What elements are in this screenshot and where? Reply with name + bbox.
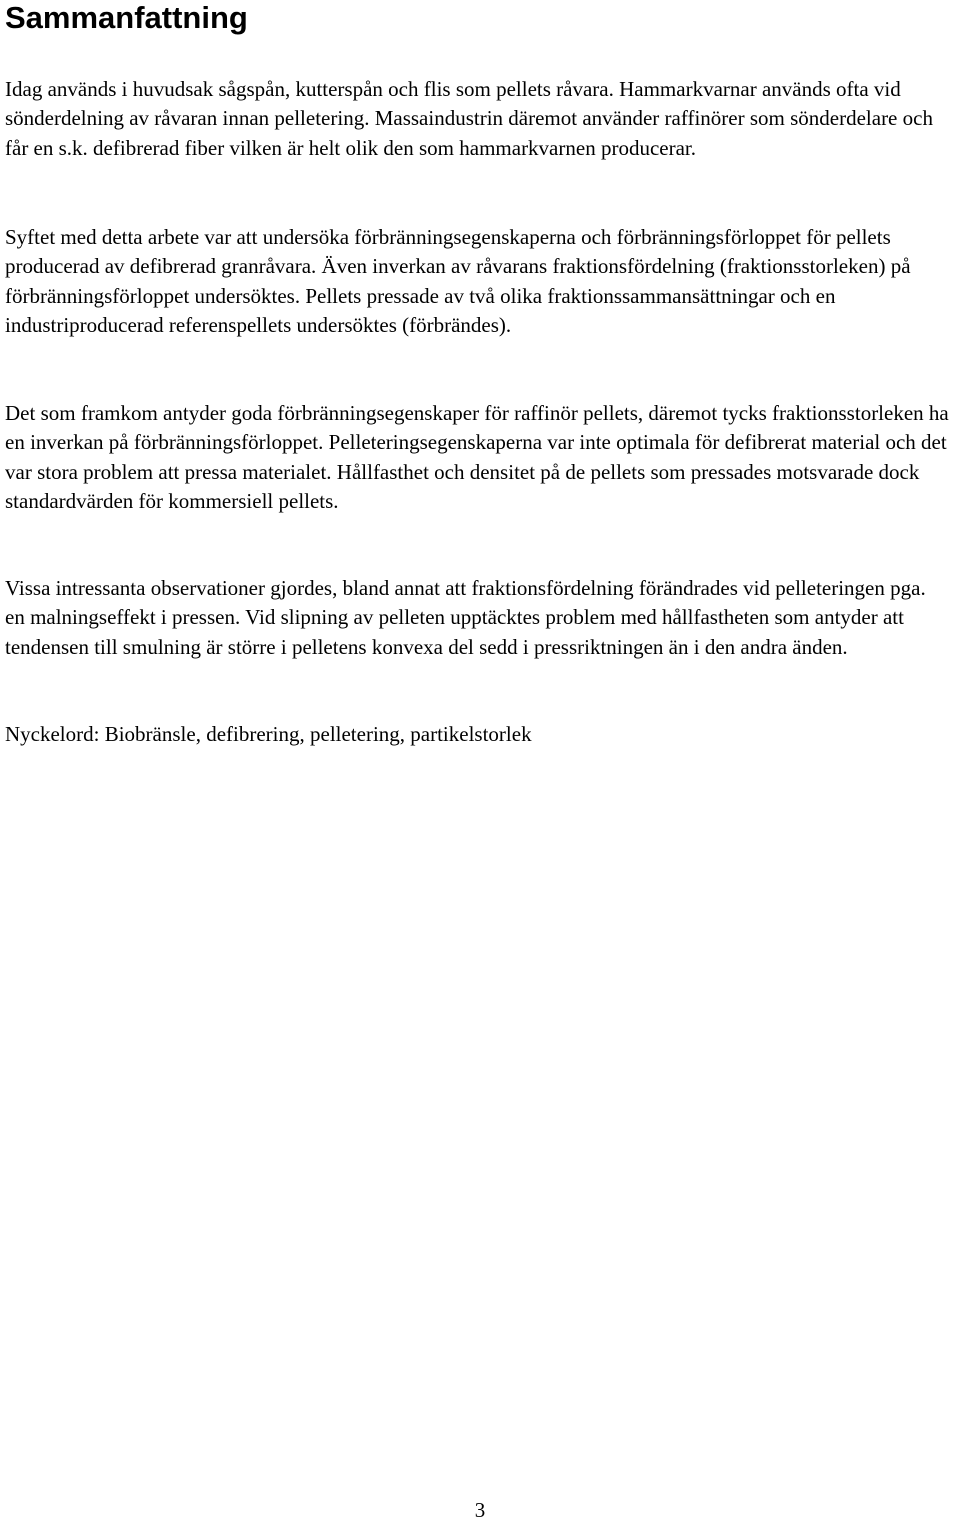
page-title: Sammanfattning [5,0,248,35]
document-page [5,0,950,746]
summary-paragraph-raw-materials: Idag används i huvudsak sågspån, kutterspån och flis som pellets råvara. Hammarkvarnar används ofta vid sönderdelning av råvaran innan pelletering. Massaindustrin däremot använder raffinörer som sönderdelare och får en s.k. defibrerad fiber vilken är helt olik den som hammarkvarnen producerar. [5,77,933,160]
page-number: 3 [474,1498,486,1522]
summary-paragraph-observations: Vissa intressanta observationer gjordes, bland annat att fraktionsfördelning förändrades vid pelleteringen pga. en malningseffekt i pressen. Vid slipning av pelleten upptäcktes problem med hållfastheten som antyder att tendensen till smulning är större i pelletens konvexa del sedd i pressriktningen än i den andra änden. [5,576,926,659]
summary-paragraph-purpose: Syftet med detta arbete var att undersöka förbränningsegenskaperna och förbränningsförloppet för pellets producerad av defibrerad granråvara. Även inverkan av råvarans fraktionsfördelning (fraktionsstorleken) på förbränningsförloppet undersöktes. Pellets pressade av två olika fraktionssammansättningar och en industriproducerad referenspellets undersöktes (förbrändes). [5,225,911,338]
summary-paragraph-results: Det som framkom antyder goda förbränningsegenskaper för raffinör pellets, däremot tycks fraktionsstorleken ha en inverkan på förbränningsförloppet. Pelleteringsegenskaperna var inte optimala för defibrerat material och det var stora problem att pressa materialet. Hållfasthet och densitet på de pellets som pressades motsvarade dock standardvärden för kommersiell pellets. [5,401,949,514]
keywords-line: Nyckelord: Biobränsle, defibrering, pelletering, partikelstorlek [5,722,532,746]
